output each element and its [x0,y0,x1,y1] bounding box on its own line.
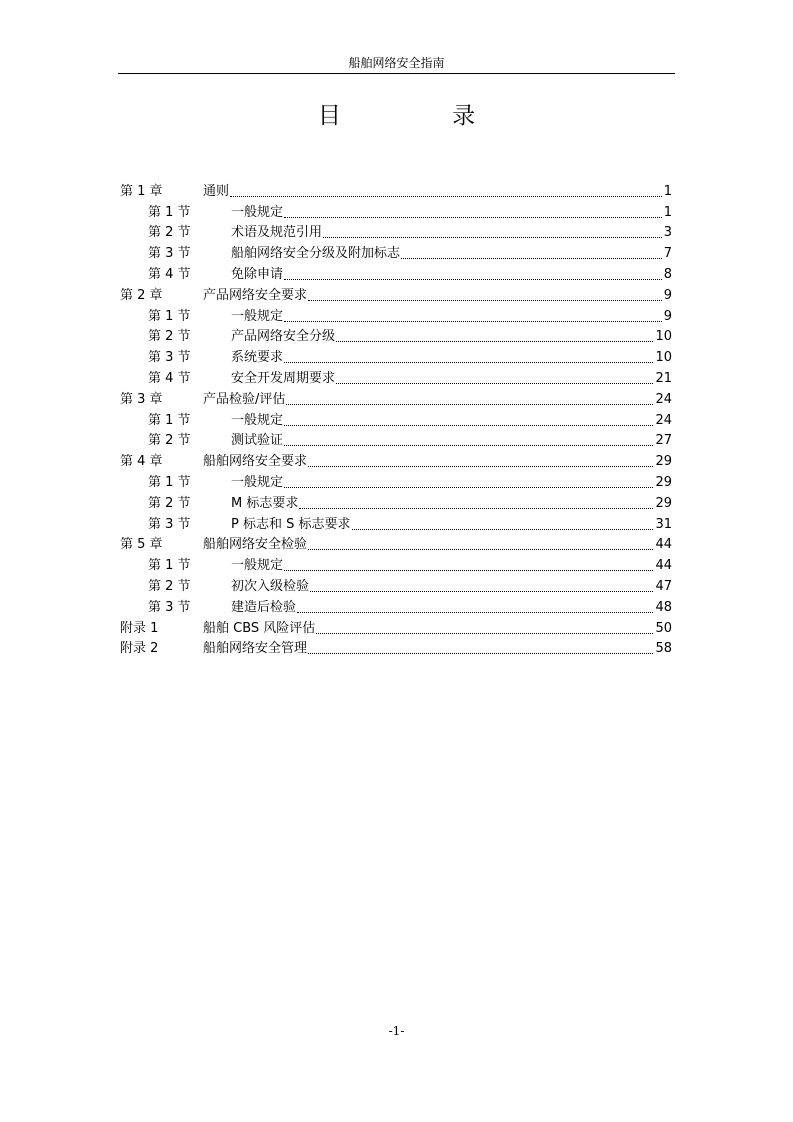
toc-entry-label: 一般规定 [231,204,284,220]
toc-entry[interactable] [120,408,672,429]
toc-entry-number: 附录 1 [120,620,159,636]
toc-leader-dots [284,321,662,322]
toc-entry-number: 第 1 节 [148,412,191,428]
toc-entry-page: 8 [663,266,672,282]
table-of-contents [120,179,672,657]
toc-leader-dots [308,653,653,654]
toc-entry[interactable] [120,221,672,242]
toc-entry-page: 24 [655,412,672,428]
toc-entry[interactable] [120,491,672,512]
toc-leader-dots [323,237,662,238]
toc-entry[interactable] [120,366,672,387]
toc-leader-dots [230,196,662,197]
toc-entry-page: 21 [655,370,672,386]
toc-leader-dots [284,217,662,218]
toc-title: 目 录 [317,103,528,129]
toc-entry-page: 9 [663,287,672,303]
toc-entry-number: 第 1 章 [120,183,163,199]
toc-entry-label: P 标志和 S 标志要求 [231,516,351,532]
toc-entry-label: 建造后检验 [231,599,297,615]
toc-entry-number: 第 3 节 [148,246,191,262]
toc-entry[interactable] [120,241,672,262]
page-number: -1- [388,1024,405,1038]
toc-entry[interactable] [120,574,672,595]
toc-entry-label: 船舶网络安全分级及附加标志 [231,246,401,262]
toc-entry[interactable] [120,470,672,491]
toc-entry-page: 10 [655,350,672,366]
toc-leader-dots [310,591,653,592]
toc-entry-number: 第 3 章 [120,391,163,407]
toc-entry[interactable] [120,595,672,616]
toc-entry[interactable] [120,325,672,346]
toc-entry[interactable] [120,200,672,221]
toc-entry-page: 47 [655,578,672,594]
toc-entry-number: 第 2 节 [148,495,191,511]
toc-entry-number: 第 2 章 [120,287,163,303]
toc-entry-label: 测试验证 [231,433,284,449]
toc-entry-label: 系统要求 [231,350,284,366]
toc-entry[interactable] [120,429,672,450]
toc-entry-number: 第 4 章 [120,454,163,470]
toc-entry-page: 27 [655,433,672,449]
toc-entry-label: 产品检验/评估 [203,391,286,407]
toc-entry-label: 一般规定 [231,412,284,428]
toc-entry-label: 初次入级检验 [231,578,310,594]
toc-entry-label: 一般规定 [231,558,284,574]
toc-entry-label: M 标志要求 [231,495,299,511]
toc-entry-number: 第 3 节 [148,599,191,615]
toc-leader-dots [308,549,653,550]
toc-entry-number: 第 1 节 [148,474,191,490]
toc-entry-number: 附录 2 [120,641,159,657]
toc-entry-number: 第 2 节 [148,433,191,449]
toc-leader-dots [308,466,653,467]
toc-entry-number: 第 3 节 [148,350,191,366]
toc-entry-page: 44 [655,558,672,574]
toc-entry-page: 1 [663,204,672,220]
toc-entry-label: 术语及规范引用 [231,225,323,241]
toc-leader-dots [284,362,653,363]
header-rule [118,73,675,74]
toc-leader-dots [284,487,653,488]
toc-entry-label: 一般规定 [231,308,284,324]
toc-entry-label: 安全开发周期要求 [231,370,336,386]
toc-entry-page: 7 [663,246,672,262]
toc-entry-page: 29 [655,474,672,490]
toc-entry-page: 10 [655,329,672,345]
toc-entry-label: 船舶网络安全管理 [203,641,308,657]
toc-entry-page: 9 [663,308,672,324]
toc-entry-label: 船舶网络安全要求 [203,454,308,470]
toc-entry-page: 50 [655,620,672,636]
toc-entry-number: 第 4 节 [148,370,191,386]
toc-entry-page: 3 [663,225,672,241]
toc-entry[interactable] [120,637,672,658]
toc-entry-label: 免除申请 [231,266,284,282]
toc-entry-page: 44 [655,537,672,553]
toc-entry-number: 第 1 节 [148,308,191,324]
toc-leader-dots [316,633,653,634]
toc-entry[interactable] [120,262,672,283]
toc-entry-number: 第 1 节 [148,558,191,574]
toc-entry[interactable] [120,512,672,533]
toc-leader-dots [284,570,653,571]
toc-entry-page: 58 [655,641,672,657]
toc-entry-number: 第 4 节 [148,266,191,282]
toc-entry[interactable] [120,449,672,470]
toc-leader-dots [297,612,653,613]
toc-entry[interactable] [120,179,672,200]
toc-entry-page: 48 [655,599,672,615]
toc-entry[interactable] [120,345,672,366]
toc-leader-dots [352,529,654,530]
toc-entry-label: 船舶 CBS 风险评估 [203,620,316,636]
toc-entry-number: 第 5 章 [120,537,163,553]
toc-entry-label: 通则 [203,183,230,199]
toc-entry-label: 产品网络安全要求 [203,287,308,303]
toc-entry[interactable] [120,304,672,325]
toc-entry-number: 第 3 节 [148,516,191,532]
toc-entry[interactable] [120,387,672,408]
toc-leader-dots [299,508,653,509]
toc-leader-dots [284,445,653,446]
toc-leader-dots [308,300,662,301]
toc-leader-dots [336,383,653,384]
toc-entry[interactable] [120,283,672,304]
toc-entry-label: 一般规定 [231,474,284,490]
toc-entry[interactable] [120,616,672,637]
toc-entry-number: 第 2 节 [148,578,191,594]
toc-entry[interactable] [120,553,672,574]
toc-leader-dots [336,341,653,342]
toc-entry-page: 31 [655,516,672,532]
toc-leader-dots [284,425,653,426]
toc-entry[interactable] [120,533,672,554]
toc-entry-number: 第 1 节 [148,204,191,220]
toc-entry-label: 产品网络安全分级 [231,329,336,345]
toc-entry-page: 1 [663,183,672,199]
toc-entry-number: 第 2 节 [148,225,191,241]
toc-leader-dots [286,404,653,405]
toc-entry-label: 船舶网络安全检验 [203,537,308,553]
running-header: 船舶网络安全指南 [348,56,445,70]
toc-leader-dots [284,279,662,280]
toc-entry-page: 29 [655,495,672,511]
toc-entry-page: 29 [655,454,672,470]
toc-entry-page: 24 [655,391,672,407]
toc-leader-dots [401,258,662,259]
toc-entry-number: 第 2 节 [148,329,191,345]
